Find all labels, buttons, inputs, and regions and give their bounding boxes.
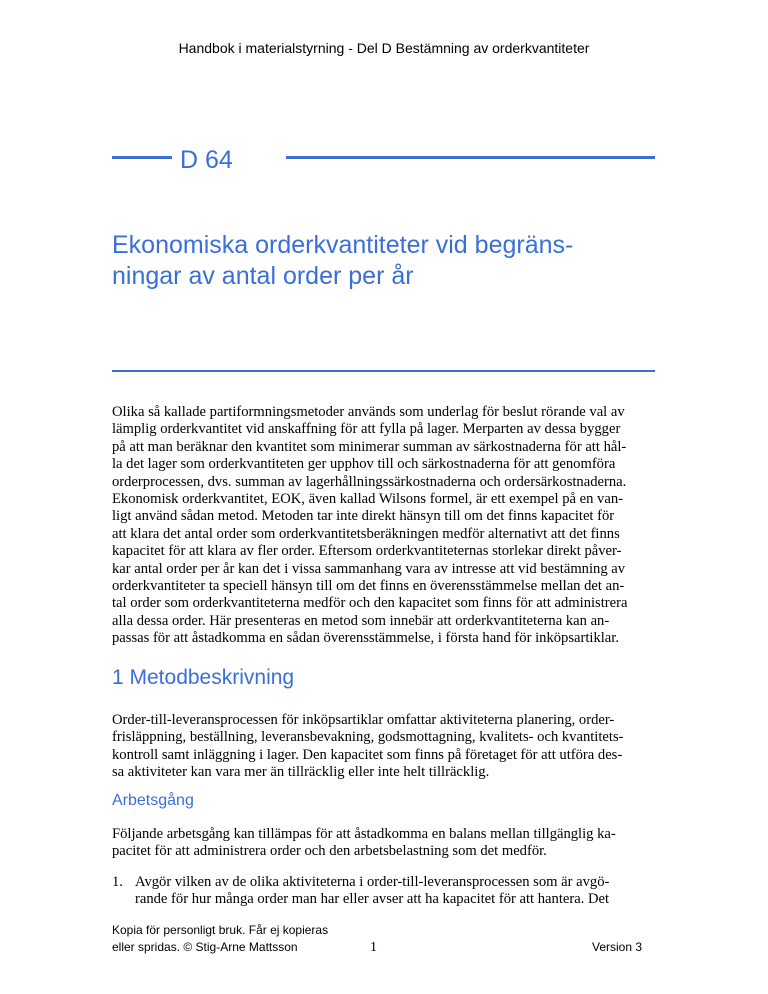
paragraph-line: tal order som orderkvantiteterna medför och den kapacitet som finns för att administrera: [112, 595, 628, 612]
paragraph-line: lämplig orderkvantitet vid anskaffning för att fylla på lager. Merparten av dessa bygger: [112, 421, 621, 438]
paragraph-line: Ekonomisk orderkvantitet, EOK, även kallad Wilsons formel, är ett exempel på en van-: [112, 491, 623, 508]
paragraph-line: Olika så kallade partiformningsmetoder används som underlag för beslut rörande val av: [112, 404, 625, 420]
paragraph-line: Order-till-leveransprocessen för inköpsartiklar omfattar aktiviteterna planering, order-: [112, 712, 615, 728]
paragraph-line: orderprocessen, dvs. summan av lagerhållningssärkostnaderna och ordersärkostnaderna.: [112, 473, 627, 490]
chapter-rule-right: [286, 156, 655, 159]
title-line: ningar av antal order per år: [112, 262, 414, 290]
footer-copyright: [112, 922, 328, 956]
chapter-rule-left: [112, 156, 172, 159]
section-heading: 1 Metodbeskrivning: [112, 666, 295, 689]
paragraph-line: orderkvantiteter ta speciell hänsyn till om det finns en överensstämmelse mellan det an-: [112, 578, 625, 595]
copyright-line: eller spridas. © Stig-Arne Mattsson: [112, 940, 298, 954]
title-line: Ekonomiska orderkvantiteter vid begräns-: [112, 231, 574, 259]
list-line: Avgör vilken av de olika aktiviteterna i order-till-leveransprocessen som är avgö-: [135, 874, 610, 890]
document-title: [112, 230, 672, 292]
paragraph-line: Följande arbetsgång kan tillämpas för att åstadkomma en balans mellan tillgänglig ka-: [112, 826, 616, 842]
intro-paragraph: [112, 404, 672, 648]
title-underline-rule: [112, 370, 655, 372]
paragraph-line: ligt använd sådan metod. Metoden tar inte direkt hänsyn till om det finns kapacitet för: [112, 508, 615, 525]
paragraph-line: kar antal order per år kan det i vissa sammanhang vara av intresse att vid bestämning av: [112, 560, 626, 577]
paragraph-line: kapacitet för att klara av fler order. Eftersom orderkvantiteternas storlekar direkt påver-: [112, 543, 622, 560]
copyright-line: Kopia för personligt bruk. Får ej kopieras: [112, 923, 329, 937]
paragraph-line: passas för att åstadkomma en sådan överensstämmelse, i första hand för inköpsartiklar.: [112, 630, 619, 647]
list-text: [135, 874, 672, 909]
paragraph-line: att klara det antal order som orderkvantitetsberäkningen medför alternativt att det finns: [112, 525, 620, 542]
section-paragraph: [112, 712, 672, 782]
paragraph-line: alla dessa order. Här presenteras en metod som innebär att orderkvantiteterna kan an-: [112, 612, 610, 629]
paragraph-line: sa aktiviteter kan vara mer än tillräcklig eller inte helt tillräcklig.: [112, 764, 490, 781]
subsection-heading: Arbetsgång: [112, 792, 194, 809]
paragraph-line: la det lager som orderkvantiteten ger upphov till och särkostnaderna för att genomföra: [112, 456, 616, 473]
paragraph-line: på att man beräknar den kvantitet som minimerar summan av särkostnaderna för att hål-: [112, 438, 627, 455]
list-number: 1.: [112, 874, 123, 890]
chapter-code: D 64: [180, 146, 233, 174]
subsection-paragraph: [112, 826, 672, 861]
paragraph-line: kontroll samt inläggning i lager. Den kapacitet som finns på företaget för att utföra des-: [112, 746, 623, 763]
page-number: 1: [370, 940, 377, 955]
version-label: Version 3: [592, 940, 643, 954]
running-header: Handbok i materialstyrning - Del D Bestämning av orderkvantiteter: [178, 40, 590, 56]
paragraph-line: pacitet för att administrera order och den arbetsbelastning som det medför.: [112, 843, 547, 860]
list-line: rande för hur många order man har eller avser att ha kapacitet för att hantera. Det: [135, 891, 610, 908]
numbered-list-item: [112, 874, 672, 909]
paragraph-line: frisläppning, beställning, leveransbevakning, godsmottagning, kvalitets- och kvantitets-: [112, 729, 624, 746]
